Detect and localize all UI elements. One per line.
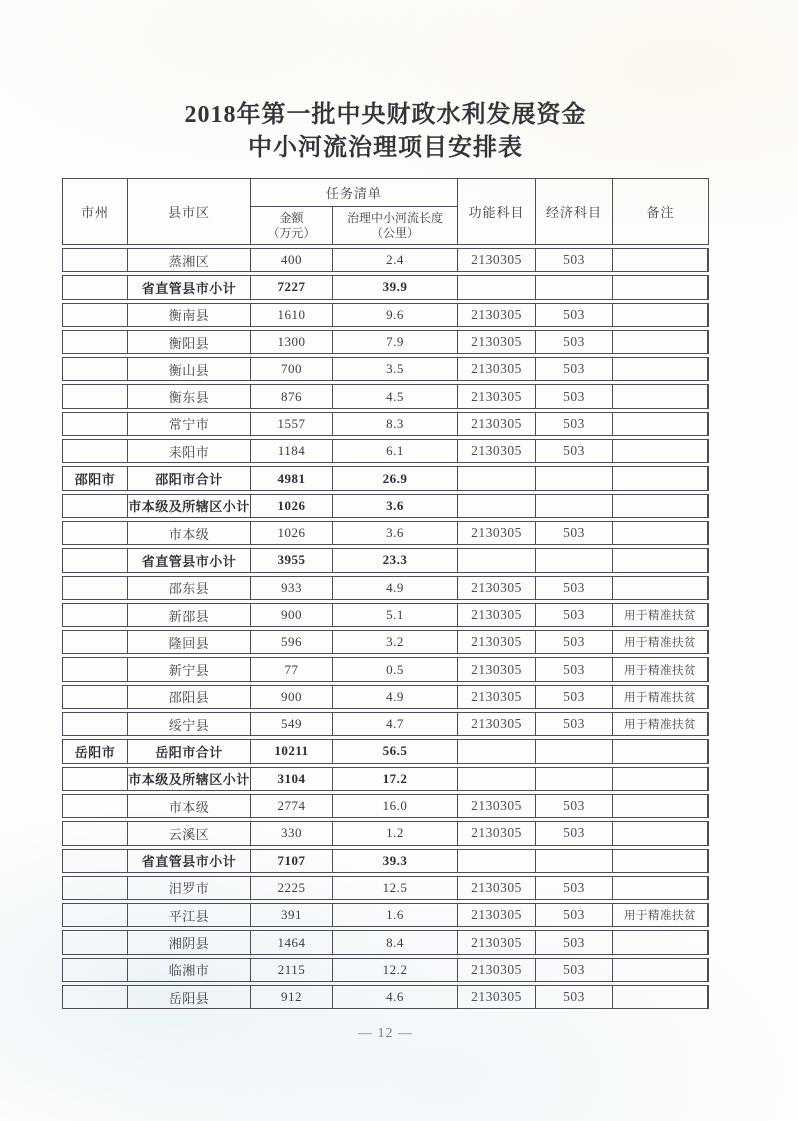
cell-remark (613, 740, 708, 762)
cell-amount: 4981 (251, 467, 333, 489)
table-row (62, 494, 709, 518)
cell-county: 市本级及所辖区小计 (128, 495, 251, 517)
cell-length: 26.9 (333, 467, 458, 489)
cell-econ-code (536, 549, 613, 571)
cell-econ-code (536, 495, 613, 517)
cell-remark (613, 385, 708, 407)
cell-county: 衡东县 (128, 385, 251, 407)
cell-city (63, 604, 128, 626)
cell-remark (613, 467, 708, 489)
cell-length: 8.4 (333, 931, 458, 953)
cell-amount: 2774 (251, 795, 333, 817)
cell-func-code: 2130305 (458, 795, 536, 817)
cell-econ-code: 503 (536, 986, 613, 1008)
cell-remark: 用于精准扶贫 (613, 686, 708, 708)
cell-func-code (458, 740, 536, 762)
cell-remark: 用于精准扶贫 (613, 604, 708, 626)
cell-length: 39.3 (333, 850, 458, 872)
table-row (62, 876, 709, 900)
cell-func-code: 2130305 (458, 522, 536, 544)
cell-econ-code: 503 (536, 713, 613, 735)
table-row (62, 958, 709, 982)
cell-length: 12.5 (333, 877, 458, 899)
cell-city (63, 495, 128, 517)
cell-econ-code: 503 (536, 249, 613, 271)
cell-econ-code: 503 (536, 304, 613, 326)
cell-remark (613, 522, 708, 544)
cell-remark: 用于精准扶贫 (613, 904, 708, 926)
cell-length: 3.5 (333, 358, 458, 380)
table-row (62, 548, 709, 572)
cell-econ-code: 503 (536, 795, 613, 817)
cell-remark (613, 768, 708, 790)
cell-amount: 1184 (251, 440, 333, 462)
table-row (62, 685, 709, 709)
cell-remark (613, 413, 708, 435)
cell-remark (613, 986, 708, 1008)
table-row (62, 739, 709, 763)
cell-amount: 900 (251, 686, 333, 708)
cell-length: 4.9 (333, 686, 458, 708)
table-row (62, 985, 709, 1009)
cell-econ-code: 503 (536, 385, 613, 407)
cell-func-code: 2130305 (458, 358, 536, 380)
cell-length: 39.9 (333, 276, 458, 298)
cell-city (63, 822, 128, 844)
cell-func-code: 2130305 (458, 686, 536, 708)
cell-county: 省直管县市小计 (128, 549, 251, 571)
table-row (62, 384, 709, 408)
cell-econ-code: 503 (536, 877, 613, 899)
table-row (62, 794, 709, 818)
cell-remark (613, 304, 708, 326)
cell-econ-code: 503 (536, 604, 613, 626)
cell-amount: 1026 (251, 522, 333, 544)
cell-city (63, 385, 128, 407)
cell-length: 4.9 (333, 577, 458, 599)
cell-county: 新宁县 (128, 658, 251, 680)
cell-amount: 700 (251, 358, 333, 380)
document-title-line1: 2018年第一批中央财政水利发展资金 (184, 102, 587, 128)
cell-func-code (458, 850, 536, 872)
cell-remark (613, 549, 708, 571)
document-title (62, 99, 709, 165)
cell-remark: 用于精准扶贫 (613, 713, 708, 735)
table-row (62, 657, 709, 681)
header-city: 市州 (63, 179, 128, 244)
cell-remark (613, 877, 708, 899)
cell-county: 邵阳县 (128, 686, 251, 708)
cell-econ-code (536, 768, 613, 790)
cell-city (63, 276, 128, 298)
cell-city: 邵阳市 (63, 467, 128, 489)
cell-county: 云溪区 (128, 822, 251, 844)
cell-length: 56.5 (333, 740, 458, 762)
cell-length: 3.2 (333, 631, 458, 653)
cell-length: 4.7 (333, 713, 458, 735)
cell-length: 6.1 (333, 440, 458, 462)
cell-length: 8.3 (333, 413, 458, 435)
header-length-label: 治理中小河流长度 (346, 210, 443, 225)
cell-city (63, 577, 128, 599)
cell-county: 衡南县 (128, 304, 251, 326)
cell-county: 邵阳市合计 (128, 467, 251, 489)
header-functional-subject: 功能科目 (458, 179, 536, 244)
cell-county: 绥宁县 (128, 713, 251, 735)
cell-func-code: 2130305 (458, 440, 536, 462)
cell-length: 5.1 (333, 604, 458, 626)
header-amount-label: 金额 (279, 210, 304, 225)
cell-econ-code: 503 (536, 931, 613, 953)
cell-length: 3.6 (333, 495, 458, 517)
cell-remark (613, 795, 708, 817)
cell-amount: 77 (251, 658, 333, 680)
cell-remark (613, 931, 708, 953)
cell-func-code (458, 467, 536, 489)
cell-remark (613, 276, 708, 298)
cell-func-code: 2130305 (458, 904, 536, 926)
cell-remark (613, 577, 708, 599)
table-header (62, 178, 709, 245)
cell-length: 0.5 (333, 658, 458, 680)
cell-econ-code: 503 (536, 331, 613, 353)
cell-county: 汨罗市 (128, 877, 251, 899)
cell-city (63, 713, 128, 735)
cell-amount: 391 (251, 904, 333, 926)
cell-amount: 900 (251, 604, 333, 626)
cell-county: 岳阳市合计 (128, 740, 251, 762)
cell-county: 耒阳市 (128, 440, 251, 462)
cell-econ-code: 503 (536, 440, 613, 462)
cell-city (63, 686, 128, 708)
cell-amount: 1026 (251, 495, 333, 517)
cell-city (63, 304, 128, 326)
cell-county: 市本级及所辖区小计 (128, 768, 251, 790)
cell-remark (613, 822, 708, 844)
cell-econ-code: 503 (536, 358, 613, 380)
cell-county: 衡山县 (128, 358, 251, 380)
cell-county: 岳阳县 (128, 986, 251, 1008)
cell-city (63, 795, 128, 817)
header-amount (251, 207, 333, 244)
cell-remark (613, 331, 708, 353)
cell-amount: 7227 (251, 276, 333, 298)
table-row (62, 903, 709, 927)
table-row (62, 521, 709, 545)
cell-county: 衡阳县 (128, 331, 251, 353)
table-row (62, 303, 709, 327)
table-row (62, 248, 709, 272)
cell-city (63, 850, 128, 872)
header-length (333, 207, 457, 244)
cell-length: 12.2 (333, 959, 458, 981)
cell-amount: 400 (251, 249, 333, 271)
cell-econ-code: 503 (536, 577, 613, 599)
cell-county: 省直管县市小计 (128, 276, 251, 298)
table-row (62, 275, 709, 299)
cell-func-code: 2130305 (458, 304, 536, 326)
cell-func-code: 2130305 (458, 577, 536, 599)
cell-amount: 596 (251, 631, 333, 653)
cell-amount: 1557 (251, 413, 333, 435)
cell-length: 9.6 (333, 304, 458, 326)
table-row (62, 630, 709, 654)
cell-amount: 2225 (251, 877, 333, 899)
page-number: — 12 — (358, 1026, 413, 1041)
cell-remark (613, 249, 708, 271)
cell-city (63, 413, 128, 435)
table-row (62, 576, 709, 600)
header-task-list: 任务清单 (251, 179, 457, 207)
cell-county: 市本级 (128, 795, 251, 817)
cell-func-code: 2130305 (458, 713, 536, 735)
table-row (62, 849, 709, 873)
cell-length: 1.2 (333, 822, 458, 844)
cell-county: 市本级 (128, 522, 251, 544)
cell-amount: 330 (251, 822, 333, 844)
table-row (62, 330, 709, 354)
cell-amount: 1464 (251, 931, 333, 953)
cell-amount: 3955 (251, 549, 333, 571)
cell-county: 常宁市 (128, 413, 251, 435)
cell-length: 17.2 (333, 768, 458, 790)
cell-city: 岳阳市 (63, 740, 128, 762)
table-body (62, 248, 709, 1009)
table-row (62, 412, 709, 436)
cell-func-code: 2130305 (458, 658, 536, 680)
cell-length: 23.3 (333, 549, 458, 571)
cell-remark (613, 959, 708, 981)
cell-remark: 用于精准扶贫 (613, 631, 708, 653)
cell-func-code: 2130305 (458, 331, 536, 353)
cell-econ-code (536, 467, 613, 489)
cell-econ-code: 503 (536, 959, 613, 981)
cell-remark (613, 850, 708, 872)
cell-econ-code (536, 850, 613, 872)
cell-city (63, 877, 128, 899)
cell-econ-code: 503 (536, 413, 613, 435)
cell-amount: 912 (251, 986, 333, 1008)
allocation-table (62, 178, 709, 1009)
cell-county: 新邵县 (128, 604, 251, 626)
cell-func-code: 2130305 (458, 931, 536, 953)
cell-city (63, 440, 128, 462)
cell-amount: 7107 (251, 850, 333, 872)
cell-city (63, 249, 128, 271)
cell-remark (613, 358, 708, 380)
cell-econ-code: 503 (536, 522, 613, 544)
cell-func-code (458, 276, 536, 298)
cell-city (63, 358, 128, 380)
cell-remark (613, 440, 708, 462)
cell-county: 省直管县市小计 (128, 850, 251, 872)
cell-city (63, 904, 128, 926)
cell-city (63, 768, 128, 790)
header-task-list-subrow (251, 207, 457, 244)
cell-city (63, 931, 128, 953)
cell-length: 7.9 (333, 331, 458, 353)
cell-func-code: 2130305 (458, 877, 536, 899)
cell-city (63, 658, 128, 680)
cell-length: 1.6 (333, 904, 458, 926)
cell-remark: 用于精准扶贫 (613, 658, 708, 680)
cell-amount: 876 (251, 385, 333, 407)
cell-amount: 1610 (251, 304, 333, 326)
cell-length: 2.4 (333, 249, 458, 271)
cell-amount: 10211 (251, 740, 333, 762)
table-row (62, 930, 709, 954)
cell-amount: 933 (251, 577, 333, 599)
table-row (62, 821, 709, 845)
header-county: 县市区 (128, 179, 251, 244)
cell-county: 湘阴县 (128, 931, 251, 953)
header-task-list-group (251, 179, 458, 244)
cell-county: 平江县 (128, 904, 251, 926)
cell-amount: 2115 (251, 959, 333, 981)
header-economic-subject: 经济科目 (536, 179, 613, 244)
table-row (62, 767, 709, 791)
header-length-unit: （公里） (370, 225, 419, 240)
cell-func-code: 2130305 (458, 822, 536, 844)
cell-econ-code (536, 740, 613, 762)
cell-econ-code: 503 (536, 904, 613, 926)
table-row (62, 712, 709, 736)
cell-econ-code: 503 (536, 631, 613, 653)
cell-city (63, 986, 128, 1008)
cell-county: 隆回县 (128, 631, 251, 653)
cell-city (63, 959, 128, 981)
cell-func-code: 2130305 (458, 413, 536, 435)
cell-func-code: 2130305 (458, 385, 536, 407)
cell-amount: 549 (251, 713, 333, 735)
cell-amount: 3104 (251, 768, 333, 790)
cell-econ-code: 503 (536, 822, 613, 844)
cell-func-code: 2130305 (458, 986, 536, 1008)
document-title-line2: 中小河流治理项目安排表 (248, 135, 523, 161)
cell-func-code: 2130305 (458, 631, 536, 653)
cell-length: 4.6 (333, 986, 458, 1008)
cell-city (63, 549, 128, 571)
cell-func-code (458, 495, 536, 517)
cell-func-code (458, 549, 536, 571)
table-row (62, 357, 709, 381)
table-row (62, 603, 709, 627)
cell-econ-code: 503 (536, 658, 613, 680)
cell-length: 4.5 (333, 385, 458, 407)
cell-city (63, 631, 128, 653)
cell-county: 邵东县 (128, 577, 251, 599)
cell-county: 蒸湘区 (128, 249, 251, 271)
cell-econ-code (536, 276, 613, 298)
cell-amount: 1300 (251, 331, 333, 353)
header-amount-unit: （万元） (267, 225, 316, 240)
cell-func-code (458, 768, 536, 790)
cell-func-code: 2130305 (458, 959, 536, 981)
header-remark: 备注 (646, 205, 675, 220)
table-row (62, 439, 709, 463)
cell-func-code: 2130305 (458, 249, 536, 271)
cell-city (63, 331, 128, 353)
cell-length: 3.6 (333, 522, 458, 544)
cell-econ-code: 503 (536, 686, 613, 708)
cell-func-code: 2130305 (458, 604, 536, 626)
cell-county: 临湘市 (128, 959, 251, 981)
cell-remark (613, 495, 708, 517)
cell-length: 16.0 (333, 795, 458, 817)
table-row (62, 466, 709, 490)
cell-city (63, 522, 128, 544)
